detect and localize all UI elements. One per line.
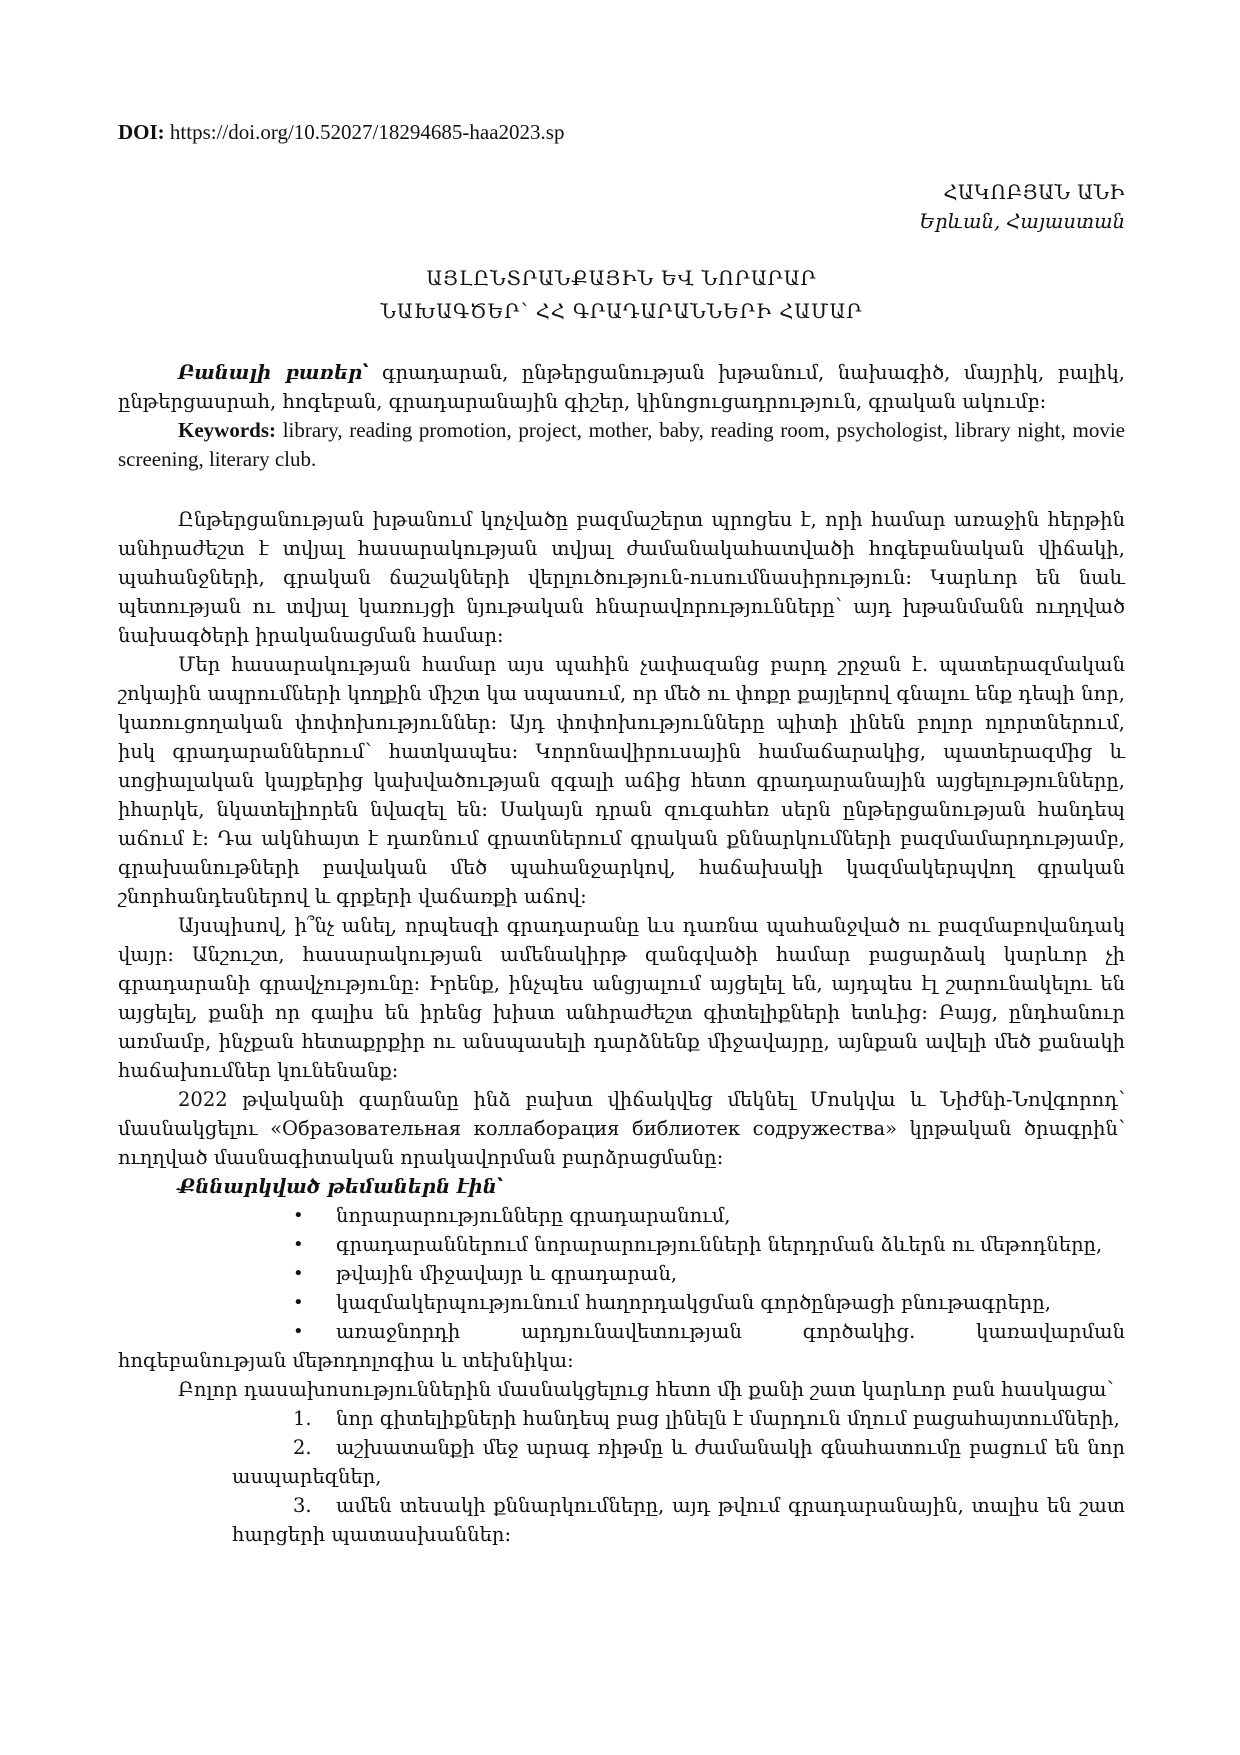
list-number: 2. xyxy=(293,1436,312,1459)
list-item-text: կազմակերպությունում հաղորդակցման գործընթացի բնութագրերը, xyxy=(336,1291,1051,1314)
list-item xyxy=(118,1433,1125,1491)
author-place: Երևան, Հայաստան xyxy=(919,210,1125,233)
doi-link[interactable]: https://doi.org/10.52027/18294685-haa2023.sp xyxy=(169,120,565,144)
keywords-english-text: library, reading promotion, project, mother, baby, reading room, psychologist, library night, movie screening, literary club. xyxy=(118,418,1125,471)
keywords-armenian xyxy=(118,358,1125,416)
keywords-english-label: Keywords: xyxy=(178,418,276,442)
list-number: 1. xyxy=(293,1407,312,1430)
list-number: 3. xyxy=(293,1494,312,1517)
title-line-2: ՆԱԽԱԳԾԵՐ՝ ՀՀ ԳՐԱԴԱՐԱՆՆԵՐԻ ՀԱՄԱՐ xyxy=(380,300,863,323)
bullet-icon: • xyxy=(293,1263,304,1284)
keywords-english xyxy=(118,416,1125,474)
bullet-icon: • xyxy=(293,1205,304,1226)
list-item-text: աշխատանքի մեջ արագ ռիթմը և ժամանակի գնահատումը բացում են նոր ասպարեզներ, xyxy=(232,1436,1125,1488)
list-item-text: թվային միջավայր և գրադարան, xyxy=(336,1262,678,1285)
keywords-armenian-text: գրադարան, ընթերցանության խթանում, նախագիծ, մայրիկ, բալիկ, ընթերցասրահ, հոգեբան, գրադարանային գիշեր, կինոցուցադրություն, գրական ակումբ։ xyxy=(118,361,1125,413)
conclusion-sentence: Բոլոր դասախոսություններին մասնակցելուց հետո մի քանի շատ կարևոր բան հասկացա՝ xyxy=(178,1378,1114,1401)
list-item xyxy=(118,1259,1125,1288)
list-item xyxy=(118,1230,1125,1259)
author-block xyxy=(919,178,1125,236)
topics-heading: Քննարկված թեմաներն էին՝ xyxy=(178,1175,504,1198)
list-item xyxy=(118,1288,1125,1317)
paragraph-2: Մեր հասարակության համար այս պահին չափազանց բարդ շրջան է. պատերազմական շոկային ապրումների կողքին միշտ կա սպասում, որ մեծ ու փոքր քայլերով գնալու ենք դեպի նոր, կառուցողական փոփոխություններ։ Այդ փոփոխությունները պիտի լինեն բոլոր ոլորտներում, իսկ գրադարաններում՝ հատկապես։ Կորոնավիրուսային համաճարակից, պատերազմից և սոցիալական կայքերից կախվածության զգալի աճից հետո գրադարանային այցելությունները, իհարկե, նկատելիորեն նվազել են։ Սակայն դրան զուգահեռ սերն ընթերցանության հանդեպ աճում է։ Դա ակնհայտ է դառնում գրատներում գրական քննարկումների բազմամարդությամբ, գրախանութների բավական մեծ պահանջարկով, հաճախակի կազմակերպվող գրական շնորհանդեսներով և գրքերի վաճառքի աճով։ xyxy=(118,653,1125,908)
list-item xyxy=(118,1491,1125,1549)
author-name: ՀԱԿՈԲՅԱՆ ԱՆԻ xyxy=(943,181,1125,204)
findings-list xyxy=(118,1404,1125,1549)
keywords-armenian-label: Բանալի բառեր՝ xyxy=(178,361,369,384)
doi-label: DOI: xyxy=(118,120,165,144)
bullet-icon: • xyxy=(293,1321,304,1342)
topics-list xyxy=(118,1201,1125,1375)
list-item-text: նոր գիտելիքների հանդեպ բաց լինելն է մարդուն մղում բացահայտումների, xyxy=(336,1407,1120,1430)
spacer xyxy=(118,474,1125,505)
list-item xyxy=(118,1201,1125,1230)
article-body xyxy=(118,358,1125,1549)
list-item-text: նորարարությունները գրադարանում, xyxy=(336,1204,731,1227)
list-item xyxy=(118,1404,1125,1433)
bullet-icon: • xyxy=(293,1234,304,1255)
article-title xyxy=(118,262,1125,328)
bullet-icon: • xyxy=(293,1292,304,1313)
list-item xyxy=(118,1317,1125,1375)
paragraph-1: Ընթերցանության խթանում կոչվածը բազմաշերտ պրոցես է, որի համար առաջին հերթին անհրաժեշտ է տվյալ հասարակության տվյալ ժամանակահատվածի հոգեբանական վիճակի, պահանջների, գրական ճաշակների վերլուծություն-ուսումնասիրություն։ Կարևոր են նաև պետության ու տվյալ կառույցի նյութական հնարավորությունները՝ այդ խթանմանն ուղղված նախագծերի իրականացման համար։ xyxy=(118,508,1125,647)
list-item-text: ամեն տեսակի քննարկումները, այդ թվում գրադարանային, տալիս են շատ հարցերի պատասխաններ։ xyxy=(232,1494,1125,1546)
doi-line xyxy=(118,118,564,147)
list-item-text: առաջնորդի արդյունավետության գործակից. կառավարման հոգեբանության մեթոդոլոգիա և տեխնիկա։ xyxy=(118,1320,1125,1372)
paragraph-3: Այսպիսով, ի՞նչ անել, որպեսզի գրադարանը ևս դառնա պահանջված ու բազմաբովանդակ վայր։ Անշուշտ, հասարակության ամենակիրթ զանգվածի համար բացարձակ կարևոր չի գրադարանի գրավչությունը։ Իրենք, ինչպես անցյալում այցելել են, այդպես էլ շարունակելու են այցելել, քանի որ գալիս են իրենց խիստ անհրաժեշտ գիտելիքների ետևից։ Բայց, ընդհանուր առմամբ, ինչքան հետաքրքիր ու անսպասելի դարձնենք միջավայրը, այնքան ավելի մեծ քանակի հաճախումներ կունենանք։ xyxy=(118,914,1125,1082)
paragraph-4: 2022 թվականի գարնանը ինձ բախտ վիճակվեց մեկնել Մոսկվա և Նիժնի-Նովգորոդ՝ մասնակցելու «Образовательная коллаборация библиотек содружества» կրթական ծրագրին՝ ուղղված մասնագիտական որակավորման բարձրացմանը։ xyxy=(118,1088,1125,1169)
list-item-text: գրադարաններում նորարարությունների ներդրման ձևերն ու մեթոդները, xyxy=(336,1233,1103,1256)
title-line-1: ԱՅԼԸՆՏՐԱՆՔԱՅԻՆ ԵՎ ՆՈՐԱՐԱՐ xyxy=(426,267,817,290)
